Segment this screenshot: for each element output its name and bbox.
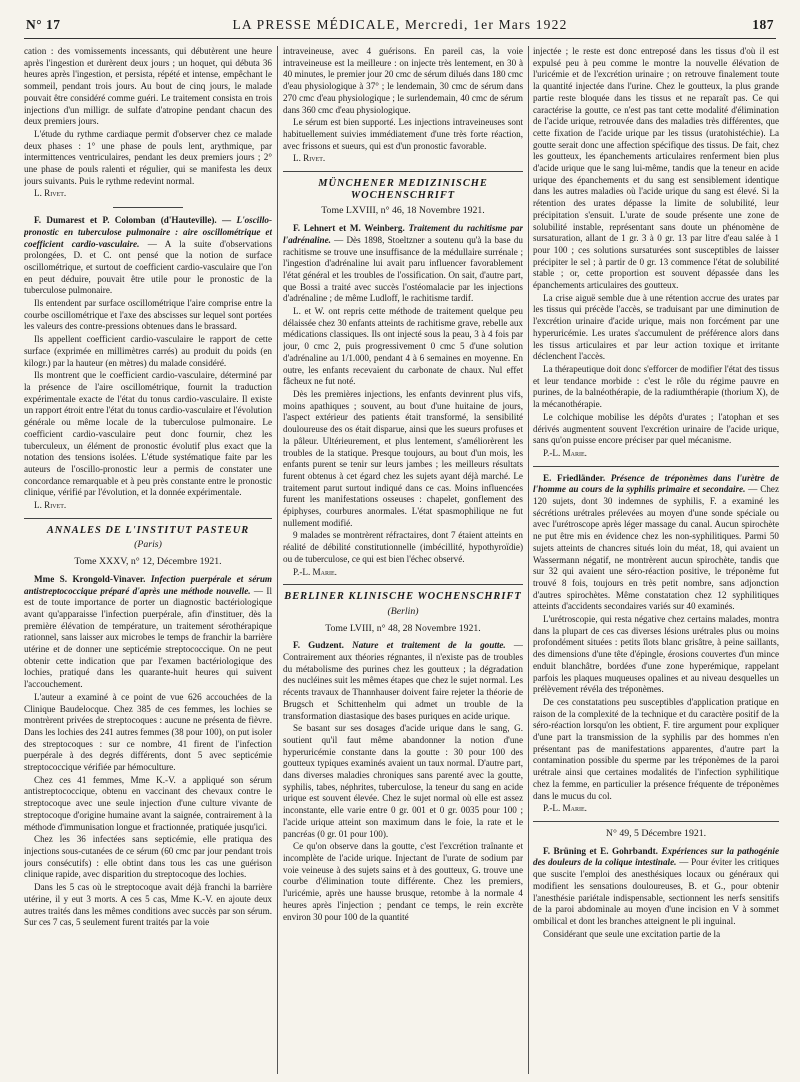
- page-number: 187: [752, 17, 774, 32]
- article-abstract: [24, 215, 272, 297]
- paragraph: 9 malades se montrèrent réfractaires, dont 7 étaient atteints en réalité de débilité constitutionnelle (imbécillité, hypothyroïdie) ou de tuberculose, ce qui est bien l'échec observé.: [283, 530, 523, 564]
- paragraph: La thérapeutique doit donc s'efforcer de modifier l'état des tissus et leur tendance morbide : c'est le rôle du régime pauvre en purines, de la balnéothérapie, de la radiumthérapie (thorium X), de la mécanothérapie.: [533, 363, 779, 410]
- page-header: [24, 14, 776, 39]
- paragraph: Considérant que seule une excitation partie de la: [543, 928, 721, 939]
- paragraph: La crise aiguë semble due à une rétention accrue des urates par les tissus qui précède l'accès, se traduisant par une diminution de l'excrétion urinaire d'acide urique, mais non forcément par une hyperuricémie. Les urates s'accumulent de préférence alors dans les tissus articulaires et par leur action toxique et irritante déclenchent l'accès.: [533, 292, 779, 362]
- column-divider: [528, 46, 529, 1074]
- article-title: Nature et traitement de la goutte.: [352, 640, 506, 651]
- signature: P.-L. Marie.: [543, 447, 587, 458]
- article-authors: F. Lehnert et M. Weinberg.: [293, 223, 405, 234]
- column-divider: [277, 46, 278, 1074]
- article-abstract: [533, 846, 779, 928]
- paragraph: Ce qu'on observe dans la goutte, c'est l'excrétion traînante et incomplète de l'acide urique. Injectant de l'urate de sodium par voie veineuse à des sujets sains et à des goutteux, G. trouve une courbe d'élimination toute différente. Chez les premiers, l'uricémie, après une hausse brusque, retombe à la normale 4 heures après l'injection ; pendant ce temps, le rein excrète environ 30 pour 100 de la quantité: [283, 841, 523, 922]
- paragraph: De ces constatations peu susceptibles d'application pratique en raison de la complexité de la technique et du caractère positif de la séro-réaction lorsqu'on les obtient, F. tire argument pour expliquer d'une part la transmission de la syphilis par des hommes n'en présentant pas de manifestations apparentes, d'autre part la contamination possible du sperme par les tréponèmes de la paroi urétrale ainsi que certaines modalités de l'infection syphilitique chez la femme, en particulier la présence fréquente de tréponèmes dans le mucus du col.: [533, 696, 779, 801]
- article-title: Traitement du rachitisme par l'adrénaline.: [283, 223, 523, 245]
- signature: L. Rivet.: [293, 153, 326, 164]
- article-title: Expériences sur la pathogénie des douleurs de la colique intestinale.: [533, 845, 779, 868]
- paragraph: Le sérum est bien supporté. Les injections intraveineuses sont habituellement suivies immédiatement d'une très forte réaction, avec frissons et sueurs, qui est d'un pronostic favorable.: [283, 117, 523, 151]
- signature: P.-L. Marie.: [543, 803, 587, 814]
- article-abstract: [24, 574, 272, 691]
- column-right: [533, 46, 779, 1076]
- article-authors: F. Gudzent.: [293, 640, 344, 651]
- paragraph: Dans les 5 cas où le streptocoque avait déjà franchi la barrière utérine, il y eut 3 morts. A ces 5 cas, Mme K.-V. en ajoute deux autres traités dans les mêmes conditions avec succès par son sérum. Sur ces 7 cas, 5 seulement furent traités par la voie: [24, 882, 272, 928]
- paragraph: L'urétroscopie, qui resta négative chez certains malades, montra dans la plupart de ces cas diverses lésions urétrales plus ou moins profondément situées : petits îlots blanc grisâtre, à peine saillants, des dimensions d'une tête d'épingle, érosions couvertes d'un mince enduit blanchâtre, bordées d'une zone hyperémique, rappelant parfois les plaques muqueuses opalines et au niveau desquelles un prélèvement révéla des tréponèmes.: [533, 614, 779, 695]
- article-text: — Pour éviter les critiques que suscite l'emploi des anesthésiques locaux ou généraux qui modifient les sensations douloureuses, B. et G., pour obtenir l'anesthésie pariétale indispensable, sectionnent les nerfs sensitifs de la paroi abdominale au moyen d'une incision en V à sommet ombilical et dont les branches atteignent le pli inguinal.: [533, 857, 779, 926]
- article-abstract: [533, 473, 779, 613]
- section-city: (Paris): [134, 539, 162, 551]
- article-authors: Mme S. Krongold-Vinaver.: [34, 573, 146, 584]
- article-title: Infection puerpérale et sérum antistreptococcique préparé d'après une méthode nouvelle.: [24, 573, 272, 596]
- article-text: — Contrairement aux théories régnantes, il n'existe pas de troubles du métabolisme des purines chez les goutteux ; la dégradation des nucléines suit les mêmes étapes que chez le sujet normal. Les récents travaux de Thannhauser doivent faire rejeter la théorie de Brugsch et Schittenhelm qui admet un trouble de la transformation diastasique des bases puriques en acide urique.: [283, 640, 523, 721]
- article-abstract: [283, 223, 523, 305]
- paragraph: Ils entendent par surface oscillométrique l'aire comprise entre la courbe oscillométrique et l'axe des abscisses sur lequel sont portées les valeurs des contre-pressions obtenues dans le brassard.: [24, 298, 272, 332]
- article-authors: E. Friedländer.: [543, 472, 606, 483]
- paragraph: injectée ; le reste est donc entreposé dans les tissus d'où il est expulsé peu à peu comme le montre la nouvelle élévation de l'uricémie et de l'excrétion urinaire ; on retrouve finalement toute la quantité injectée dans l'urine. Chez le goutteux, la plus grande partie reste bloquée dans les tissus et ne reparaît pas. Ce qui caractérise la goutte, ce n'est pas tant cette modalité d'élimination de l'acide urique, retrouvée dans des maladies très différentes, que cette fixation de l'acide urique par les tissus (uratohistéchie). La goutte serait donc une affection spécifique des tissus. De fait, chez les goutteux, les épanchements articulaires renferment bien plus d'acide urique que le sang lui-même, tandis que la teneur en acide urique des épanchements et du sang est sensiblement identique dans les autres maladies où l'acide urique du sang est élevé. Si la rétention des urates dépasse la limite de solubilité, leur précipitation s'ensuit. L'urate de soude présente une zone de solubilité instable, représentant sans doute un phénomène de sursaturation, allant de 1 gr. 3 à 0 gr. 13 par litre d'eau salée à 1 pour 100 ; ces solutions sursaturées sont susceptibles de laisser précipiter le sel ; à partir de 0 gr. 13 commence l'état de solubilité stable ; or, cette proportion est souvent dépassée dans les épanchements articulaires des goutteux.: [533, 46, 779, 291]
- volume-info: N° 49, 5 Décembre 1921.: [605, 828, 707, 839]
- separator: [533, 821, 779, 822]
- article-text: — Il est de toute importance de porter un diagnostic bactériologique avant qu'apparaisse l'infection puerpérale, afin d'instituer, dès la première élévation de température, un traitement sérothérapique rationnel, sans laisser aux microbes le temps de franchir la barrière utérine et de donner une septicémie streptococcique. On ne peut obtenir cette indication que par l'examen bactériologique des lochies, pratiqué dans les quarante-huit heures qui suivent l'accouchement.: [24, 585, 272, 690]
- column-middle: [283, 46, 523, 1076]
- article-text: — Chez 120 sujets, dont 30 indemnes de syphilis, F. a examiné les sécrétions urétrales prélevées au moyen d'une sonde spéciale ou avec l'urétroscope après léger massage du canal. Aucun spirochète ne put être mis en évidence chez les non-syphilitiques. Parmi 50 sujets atteints de chancres situés loin du méat, 18, qui avaient un Wassermann négatif, ne montrèrent aucun spirochète, tandis que sur 32 qui avaient une séro-réaction positive, le tréponème fut trouvé 8 fois, toujours en très petit nombre, sans adjonction d'autres spirochètes. Même constatation chez 12 syphilitiques atteints d'accidents secondaires variés sur 40 examinés.: [533, 484, 779, 612]
- volume-info: Tome XXXV, n° 12, Décembre 1921.: [74, 556, 222, 568]
- paragraph: Se basant sur ses dosages d'acide urique dans le sang, G. soutient qu'il faut même abandonner la notion d'une hyperuricémie constante dans la goutte : 30 pour 100 des goutteux typiques examinés avaient un taux normal. D'autre part, dans diverses maladies chroniques sans parenté avec la goutte, syphilis, tabes, néphrites, tuberculose, la teneur du sang en acide urique est souvent élevée. Chez le sujet normal où elle est assez inconstante, elle varie entre 0 gr. 001 et 0 gr. 0035 pour 100 ; l'acide urique atteint son maximum dans le foie, la rate et le pancréas (0 gr. 01 pour 100).: [283, 723, 523, 839]
- separator: [24, 518, 272, 519]
- article-text: — A la suite d'observations prolongées, D. et C. ont pensé que la notion de surface oscillométrique, et surtout de coefficient cardio-vasculaire que l'on en peut déduire, pouvait être utile pour le pronostic de la tuberculose pulmonaire.: [24, 238, 272, 296]
- article-title: L'oscillo-pronostic en tuberculose pulmonaire : aire oscillométrique et coefficient cardio-vasculaire.: [24, 215, 272, 249]
- paragraph: Ils montrent que le coefficient cardio-vasculaire, déterminé par la présence de l'aire oscillométrique, fournit la traduction expérimentale exacte de l'état du tonus cardio-vasculaire. Il existe un rapport étroit entre l'état du tonus cardio-vasculaire et l'évolution générale ou même locale de la tuberculose pulmonaire. Le coefficient cardio-vasculaire peut donc fournir, chez les tuberculeux, un élément de pronostic évolutif plus exact que la notation des tensions isolées. L'étude systématique faite par les auteurs de l'oscillo-pronostic leur a permis de constater une concordance remarquable et à peu près constante entre le pronostic clinique, vérifié par l'évolution, et la donnée expérimentale.: [24, 370, 272, 498]
- signature: P.-L. Marie.: [293, 566, 337, 577]
- signature: L. Rivet.: [34, 500, 67, 511]
- separator: [283, 171, 523, 172]
- article-abstract: [283, 640, 523, 722]
- article-title: Présence de tréponèmes dans l'urètre de l'homme au cours de la syphilis primaire et secondaire.: [533, 472, 779, 495]
- volume-info: Tome LXVIII, n° 46, 18 Novembre 1921.: [321, 205, 485, 217]
- separator: [113, 207, 183, 208]
- paragraph: intraveineuse, avec 4 guérisons. En pareil cas, la voie intraveineuse est la meilleure : on injecte très lentement, en 30 à 40 minutes, le premier jour 20 cmc de sérum dilués dans 180 cmc d'eau physiologique à 37° ; le lendemain, 30 cmc de sérum dans 270 cmc d'eau physiologique ; le surlendemain, 40 cmc de sérum dans 360 cmc d'eau physiologique.: [283, 46, 523, 115]
- paragraph: Le colchique mobilise les dépôts d'urates ; l'atophan et ses dérivés augmentent souvent l'excrétion urinaire de l'acide urique, sans qu'on puisse encore préciser par quel mécanisme.: [533, 411, 779, 446]
- separator: [283, 584, 523, 585]
- article-authors: F. Dumarest et P. Colomban (d'Hauteville). —: [34, 215, 232, 226]
- paragraph: cation : des vomissements incessants, qui débutèrent une heure après l'ingestion et durèrent deux jours ; un hoquet, qui débuta 36 heures après l'ingestion, et persista, répété et intense, empêchant le sommeil, pendant trois jours. Au bout de cinq jours, le malade pouvait être considéré comme guéri. Le traitement consista en trois injections d'un milligr. de sulfate d'atropine pendant chacun des deux premiers jours.: [24, 46, 272, 127]
- paragraph: L'étude du rythme cardiaque permit d'observer chez ce malade deux phases : 1° une phase de pouls lent, arythmique, par intermittences ventriculaires, pendant les deux premiers jours ; 2° une phase de pouls ralenti et régulier, qui se manifesta les deux jours suivants. Puis le rythme redevint normal.: [24, 128, 272, 186]
- paragraph: Ils appellent coefficient cardio-vasculaire le rapport de cette surface (exprimée en millimètres carrés) au produit du poids (en kilogr.) par la hauteur (en mètres) du malade considéré.: [24, 334, 272, 368]
- article-text: — Dès 1898, Stoeltzner a soutenu qu'à la base du rachitisme se trouve une insuffisance de la médullaire surrénale ; l'ingestion d'adrénaline lui avait paru influencer favorablement l'état général et les troubles de l'ossification. On sait, d'autre part, que Bossi a traité avec succès l'ostéomalacie par les injections d'adrénaline ; de même Ludloff, le rachitisme tardif.: [283, 234, 523, 304]
- journal-title: LA PRESSE MÉDICALE, Mercredi, 1er Mars 1922: [232, 17, 568, 32]
- volume-info: Tome LVIII, n° 48, 28 Novembre 1921.: [325, 622, 481, 634]
- paragraph: L'auteur a examiné à ce point de vue 626 accouchées de la Clinique Baudelocque. Chez 385 de ces femmes, les lochies se montrèrent privées de streptocoques : aucune ne présenta de fièvre. Dans les lochies des 241 autres femmes (38 pour 100), on put isoler des streptocoques : sur ce nombre, 41 firent de l'infection puerpérale à des degrés différents, dont 5 avec septicémie streptococcique vérifiée par hémoculture.: [24, 691, 272, 773]
- section-heading: ANNALES DE L'INSTITUT PASTEUR: [46, 524, 250, 536]
- paragraph: Chez ces 41 femmes, Mme K.-V. a appliqué son sérum antistreptococcique, obtenu en vaccinant des chevaux contre le streptocoque avec une seule injection d'une culture vivante de streptocoque d'origine humaine avant la saignée, contrairement à la méthode d'immunisation longue et fractionnée, pratiquée jusqu'ici.: [24, 774, 272, 832]
- article-authors: F. Brüning et E. Gohrbandt.: [543, 845, 658, 856]
- paragraph: L. et W. ont repris cette méthode de traitement quelque peu délaissée chez 30 enfants atteints de rachitisme grave, rebelle aux médications classiques. Ils ont injecté sous la peau, 3 à 4 fois par jour, 0 cmc 2, puis progressivement 0 cmc 5 d'une solution d'adrénaline au 1/1.000, pendant 4 à 6 semaines en moyenne. En outre, les enfants recevaient du carbonate de chaux. Nul effet fâcheux ne fut noté.: [283, 306, 523, 387]
- signature: L. Rivet.: [34, 188, 67, 199]
- separator: [533, 466, 779, 467]
- paragraph: Dès les premières injections, les enfants devinrent plus vifs, moins apathiques ; souvent, au bout d'une huitaine de jours, l'aspect extérieur des patients était transformé, la sensibilité douloureuse des os était disparue, ainsi que les sueurs profuses et la pâleur. Ultérieurement, et plus lentement, s'améliorèrent les troubles de la statique. Presque toujours, au bout d'un mois, les enfants purent se tenir sur leurs jambes ; les meilleurs résultats furent obtenus à cet égard chez les sujets ayant déjà marché. Le traitement parut surtout indiqué dans ce cas. Moins influencées furent les manifestations osseuses : chapelet, gonflement des épiphyses, courbures anormales. L'état spasmophilique ne fut nullement modifié.: [283, 388, 523, 528]
- paragraph: Chez les 36 infectées sans septicémie, elle pratiqua des injections sous-cutanées de ce sérum (60 cmc par jour pendant trois jours consécutifs) : elle obtint dans tous les cas une guérison clinique rapide, avec disparition du streptocoque des lochies.: [24, 834, 272, 880]
- section-heading: BERLINER KLINISCHE WOCHENSCHRIFT: [284, 591, 522, 603]
- column-left: [24, 46, 272, 1076]
- section-city: (Berlin): [387, 605, 419, 617]
- issue-number: N° 17: [26, 17, 61, 32]
- section-heading: MÜNCHENER MEDIZINISCHE WOCHENSCHRIFT: [318, 178, 488, 201]
